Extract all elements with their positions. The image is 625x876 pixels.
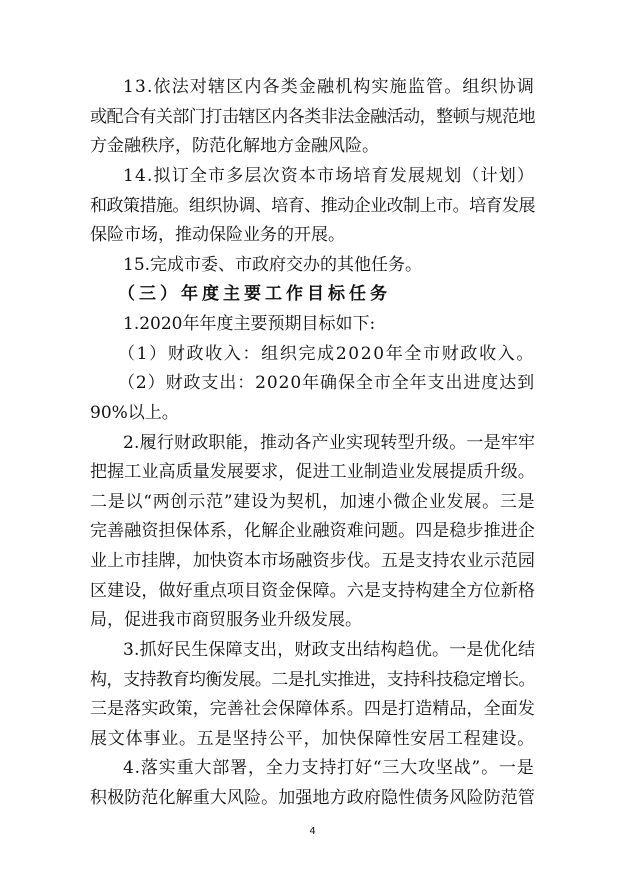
goal-1-line-4: 90%以上。 (90, 403, 179, 423)
goal-2-line-4: 完善融资担保体系，化解企业融资难问题。四是稳步推进企 (90, 521, 535, 541)
goal-3-line-2: 构，支持教育均衡发展。二是扎实推进，支持科技稳定增长。 (90, 670, 535, 690)
goal-4-line-1: 4.落实重大部署，全力支持打好“三大攻坚战”。一是 (123, 758, 535, 778)
paragraph-14-line-3: 保险市场，推动保险业务的开展。 (90, 225, 345, 245)
paragraph-15-line-1: 15.完成市委、市政府交办的其他任务。 (123, 255, 423, 275)
goal-3-line-3: 三是落实政策，完善社会保障体系。四是打造精品，全面发 (90, 699, 535, 719)
section-heading: （三）年度主要工作目标任务 (118, 284, 391, 304)
goal-1-line-2: （1）财政收入：组织完成2020年全市财政收入。 (118, 344, 536, 364)
paragraph-14-line-2: 和政策措施。组织协调、培育、推动企业改制上市。培育发展 (90, 196, 535, 216)
goal-2-line-1: 2.履行财政职能，推动各产业实现转型升级。一是牢牢 (123, 433, 536, 453)
goal-2-line-5: 业上市挂牌，加快资本市场融资步伐。五是支持农业示范园 (90, 551, 535, 571)
page-number: 4 (309, 826, 316, 837)
goal-3-line-4: 展文体事业。五是坚持公平，加快保障性安居工程建设。 (90, 729, 535, 749)
goal-2-line-3: 二是以“两创示范”建设为契机，加速小微企业发展。三是 (90, 492, 536, 512)
goal-1-line-3: （2）财政支出：2020年确保全市全年支出进度达到 (118, 373, 536, 393)
paragraph-13-line-3: 方金融秩序，防范化解地方金融风险。 (90, 136, 379, 156)
goal-3-line-1: 3.抓好民生保障支出，财政支出结构趋优。一是优化结 (123, 640, 536, 660)
goal-4-line-2: 积极防范化解重大风险。加强地方政府隐性债务风险防范管 (90, 788, 535, 808)
paragraph-14-line-1: 14.拟订全市多层次资本市场培育发展规划（计划） (123, 166, 536, 186)
paragraph-13-line-1: 13.依法对辖区内各类金融机构实施监管。组织协调 (123, 77, 536, 97)
goal-2-line-6: 区建设，做好重点项目资金保障。六是支持构建全方位新格 (90, 581, 535, 601)
paragraph-13-line-2: 或配合有关部门打击辖区内各类非法金融活动，整顿与规范地 (90, 107, 535, 127)
goal-1-line-1: 1.2020年年度主要预期目标如下: (123, 314, 376, 334)
goal-2-line-2: 把握工业高质量发展要求，促进工业制造业发展提质升级。 (90, 462, 535, 482)
goal-2-line-7: 局，促进我市商贸服务业升级发展。 (90, 610, 362, 630)
